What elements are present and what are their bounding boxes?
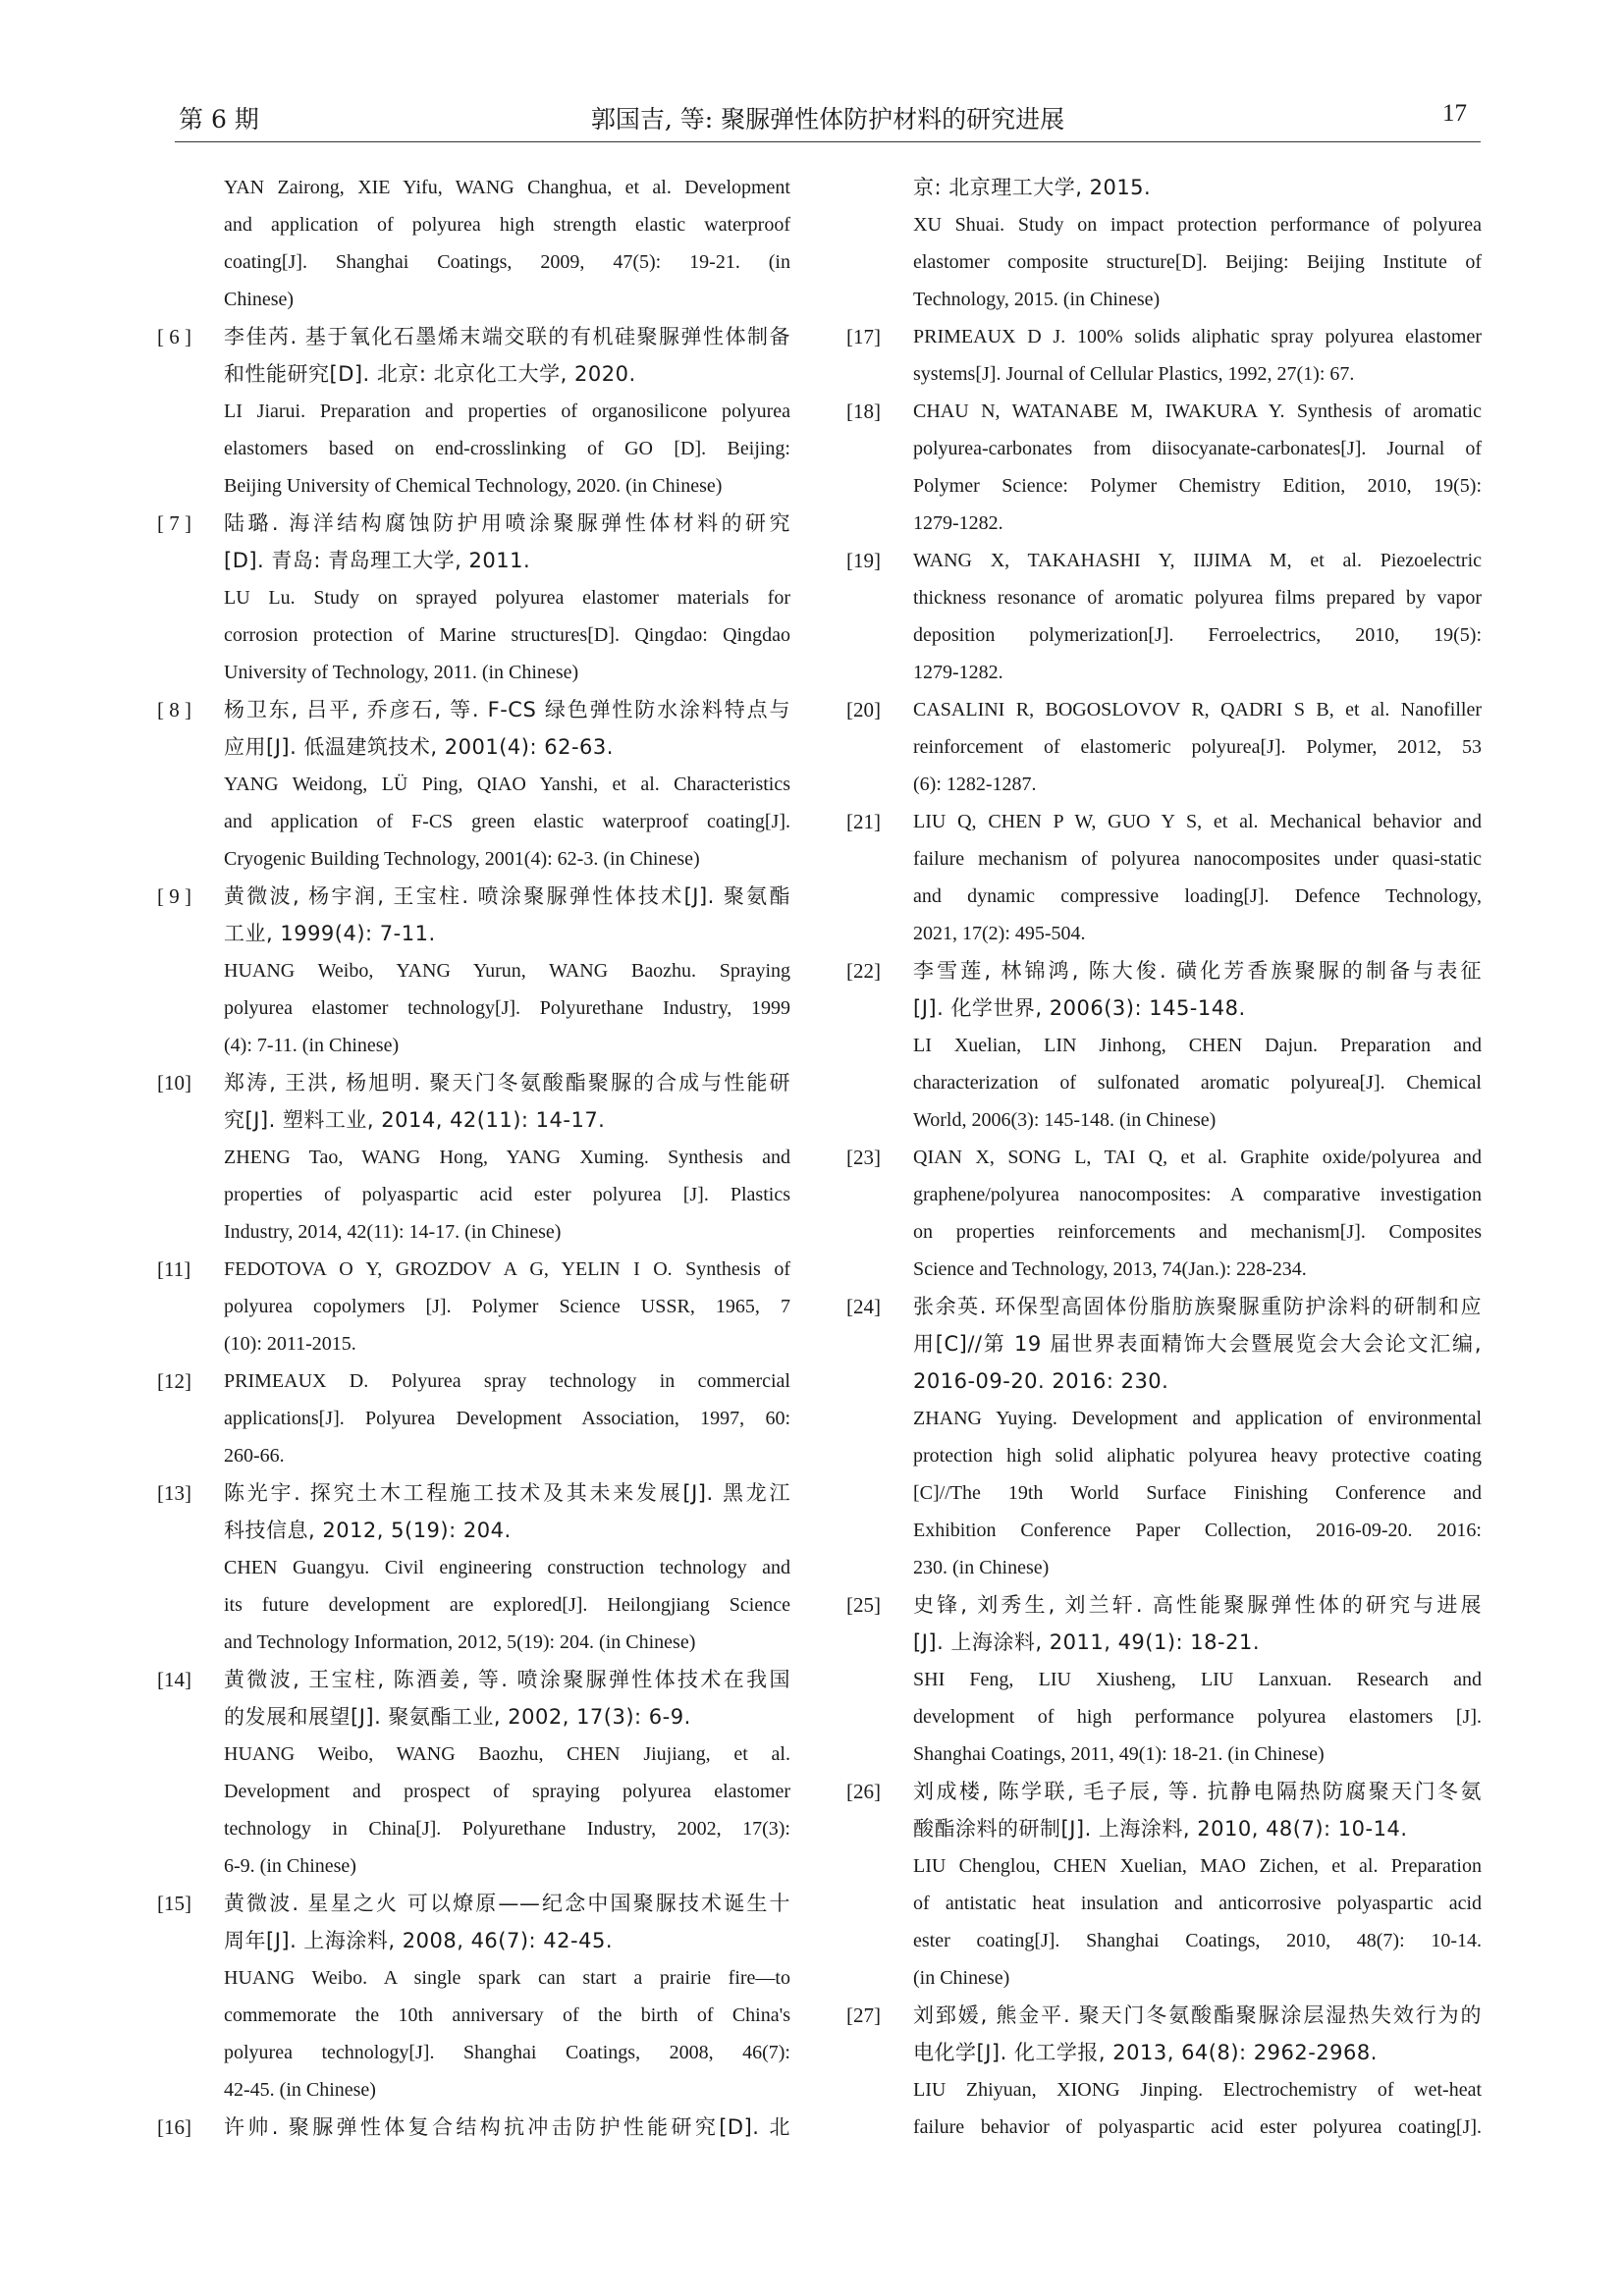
reference-line: 刘郅媛, 熊金平. 聚天门冬氨酸酯聚脲涂层湿热失效行为的: [913, 2003, 1482, 2027]
reference-number: [22]: [846, 959, 881, 983]
reference-number: [17]: [846, 325, 881, 348]
reference-number: [10]: [157, 1071, 191, 1095]
reference-number: [23]: [846, 1146, 881, 1169]
reference-number: [11]: [157, 1257, 191, 1281]
reference-entry: [846, 542, 1482, 691]
reference-entry: [846, 1773, 1482, 1997]
reference-line: YAN Zairong, XIE Yifu, WANG Changhua, et al. Development: [224, 177, 790, 198]
reference-number: [12]: [157, 1369, 191, 1393]
reference-line: 电化学[J]. 化工学报, 2013, 64(8): 2962-2968.: [913, 2041, 1378, 2064]
reference-line: FEDOTOVA O Y, GROZDOV A G, YELIN I O. Synthesis of: [224, 1258, 790, 1280]
reference-line: and Technology Information, 2012, 5(19): 204. (in Chinese): [224, 1631, 696, 1653]
reference-entry: [157, 1064, 790, 1251]
reference-line: (6): 1282-1287.: [913, 774, 1037, 795]
reference-line: World, 2006(3): 145-148. (in Chinese): [913, 1109, 1217, 1131]
reference-number: [20]: [846, 698, 881, 721]
reference-line: Science and Technology, 2013, 74(Jan.): 228-234.: [913, 1258, 1307, 1280]
reference-line: [J]. 上海涂料, 2011, 49(1): 18-21.: [913, 1630, 1260, 1654]
reference-line: LI Xuelian, LIN Jinhong, CHEN Dajun. Preparation and: [913, 1035, 1482, 1056]
reference-line: 用[C]//第 19 届世界表面精饰大会暨展览会大会论文汇编,: [913, 1332, 1482, 1356]
reference-line: Shanghai Coatings, 2011, 49(1): 18-21. (in Chinese): [913, 1743, 1325, 1765]
reference-line: 杨卫东, 吕平, 乔彦石, 等. F-CS 绿色弹性防水涂料特点与: [224, 698, 790, 721]
reference-line: PRIMEAUX D. Polyurea spray technology in commercial: [224, 1370, 790, 1392]
reference-line: polyurea copolymers [J]. Polymer Science USSR, 1965, 7: [224, 1296, 790, 1317]
reference-line: and application of polyurea high strength elastic waterproof: [224, 214, 790, 236]
reference-line: CHEN Guangyu. Civil engineering construction technology and: [224, 1557, 790, 1578]
reference-line: 黄微波, 王宝柱, 陈酒姜, 等. 喷涂聚脲弹性体技术在我国: [224, 1668, 790, 1691]
reference-entry: [157, 318, 790, 505]
reference-line: elastomers based on end-crosslinking of GO [D]. Beijing:: [224, 438, 790, 459]
page-number: 17: [1442, 100, 1467, 127]
reference-number: [13]: [157, 1481, 191, 1505]
reference-line: 许帅. 聚脲弹性体复合结构抗冲击防护性能研究[D]. 北: [224, 2115, 790, 2139]
reference-line: 260-66.: [224, 1445, 285, 1467]
reference-line: 酸酯涂料的研制[J]. 上海涂料, 2010, 48(7): 10-14.: [913, 1817, 1408, 1841]
reference-line: Cryogenic Building Technology, 2001(4): 62-3. (in Chinese): [224, 848, 700, 870]
reference-line: 李佳芮. 基于氧化石墨烯末端交联的有机硅聚脲弹性体制备: [224, 325, 790, 348]
reference-number: [27]: [846, 2003, 881, 2027]
reference-entry: [157, 2109, 790, 2146]
reference-line: CHAU N, WATANABE M, IWAKURA Y. Synthesis of aromatic: [913, 400, 1482, 422]
reference-line: 刘成楼, 陈学联, 毛子辰, 等. 抗静电隔热防腐聚天门冬氨: [913, 1780, 1482, 1803]
reference-entry: [846, 803, 1482, 952]
reference-line: failure behavior of polyaspartic acid ester polyurea coating[J].: [913, 2116, 1482, 2138]
reference-line: SHI Feng, LIU Xiusheng, LIU Lanxuan. Research and: [913, 1669, 1482, 1690]
reference-line: 230. (in Chinese): [913, 1557, 1050, 1578]
reference-line: 陆璐. 海洋结构腐蚀防护用喷涂聚脲弹性体材料的研究: [224, 511, 790, 535]
reference-line: commemorate the 10th anniversary of the birth of China's: [224, 2004, 790, 2026]
reference-line: Industry, 2014, 42(11): 14-17. (in Chinese): [224, 1221, 562, 1243]
reference-entry: [157, 1251, 790, 1362]
reference-line: and dynamic compressive loading[J]. Defence Technology,: [913, 885, 1482, 907]
reference-line: LIU Q, CHEN P W, GUO Y S, et al. Mechanical behavior and: [913, 811, 1482, 832]
reference-line: systems[J]. Journal of Cellular Plastics, 1992, 27(1): 67.: [913, 363, 1355, 385]
reference-line: deposition polymerization[J]. Ferroelectrics, 2010, 19(5):: [913, 624, 1482, 646]
reference-line: Polymer Science: Polymer Chemistry Edition, 2010, 19(5):: [913, 475, 1482, 497]
reference-line: reinforcement of elastomeric polyurea[J]. Polymer, 2012, 53: [913, 736, 1482, 758]
reference-line: 郑涛, 王洪, 杨旭明. 聚天门冬氨酸酯聚脲的合成与性能研: [224, 1071, 790, 1095]
reference-line: 史锋, 刘秀生, 刘兰轩. 高性能聚脲弹性体的研究与进展: [913, 1593, 1482, 1617]
reference-entry: [157, 1661, 790, 1885]
reference-line: (in Chinese): [913, 1967, 1010, 1989]
article-title: 郭国吉, 等: 聚脲弹性体防护材料的研究进展: [590, 105, 1065, 133]
issue-number: 第 6 期: [179, 105, 259, 133]
reference-line: characterization of sulfonated aromatic polyurea[J]. Chemical: [913, 1072, 1482, 1094]
reference-number: [25]: [846, 1593, 881, 1617]
reference-entry: [846, 1997, 1482, 2146]
reference-number: [ 8 ]: [157, 698, 191, 721]
reference-line: 李雪莲, 林锦鸿, 陈大俊. 磺化芳香族聚脲的制备与表征: [913, 959, 1482, 983]
reference-entry: [157, 1885, 790, 2109]
reference-line: 1279-1282.: [913, 512, 1003, 534]
reference-number: [18]: [846, 400, 881, 423]
reference-entry: [157, 505, 790, 691]
reference-entry: [846, 1139, 1482, 1288]
reference-line: 的发展和展望[J]. 聚氨酯工业, 2002, 17(3): 6-9.: [224, 1705, 691, 1729]
right-column-references: [846, 169, 1482, 2146]
reference-number: [26]: [846, 1780, 881, 1803]
reference-entry: [157, 1474, 790, 1661]
reference-entry: [157, 169, 790, 318]
reference-line: applications[J]. Polyurea Development Association, 1997, 60:: [224, 1408, 790, 1429]
reference-line: 和性能研究[D]. 北京: 北京化工大学, 2020.: [224, 362, 636, 386]
reference-entry: [157, 691, 790, 878]
reference-line: 2016-09-20. 2016: 230.: [913, 1369, 1169, 1393]
reference-entry: [846, 1586, 1482, 1773]
reference-line: LU Lu. Study on sprayed polyurea elastomer materials for: [224, 587, 790, 609]
reference-line: Development and prospect of spraying polyurea elastomer: [224, 1781, 790, 1802]
reference-line: on properties reinforcements and mechanism[J]. Composites: [913, 1221, 1482, 1243]
reference-line: LI Jiarui. Preparation and properties of organosilicone polyurea: [224, 400, 790, 422]
reference-number: [15]: [157, 1892, 191, 1915]
reference-line: Exhibition Conference Paper Collection, 2016-09-20. 2016:: [913, 1520, 1482, 1541]
reference-line: coating[J]. Shanghai Coatings, 2009, 47(5): 19-21. (in: [224, 251, 790, 273]
reference-line: PRIMEAUX D J. 100% solids aliphatic spray polyurea elastomer: [913, 326, 1482, 347]
reference-number: [16]: [157, 2115, 191, 2139]
reference-line: Chinese): [224, 289, 295, 310]
reference-line: its future development are explored[J]. Heilongjiang Science: [224, 1594, 790, 1616]
reference-line: 张余英. 环保型高固体份脂肪族聚脲重防护涂料的研制和应: [913, 1295, 1482, 1318]
reference-line: 1279-1282.: [913, 662, 1003, 683]
reference-line: polyurea-carbonates from diisocyanate-carbonates[J]. Journal of: [913, 438, 1482, 459]
reference-line: 京: 北京理工大学, 2015.: [913, 176, 1152, 199]
reference-line: LIU Zhiyuan, XIONG Jinping. Electrochemistry of wet-heat: [913, 2079, 1482, 2101]
reference-line: polyurea technology[J]. Shanghai Coatings, 2008, 46(7):: [224, 2042, 790, 2063]
reference-entry: [846, 169, 1482, 318]
reference-line: WANG X, TAKAHASHI Y, IIJIMA M, et al. Piezoelectric: [913, 550, 1482, 571]
reference-line: CASALINI R, BOGOSLOVOV R, QADRI S B, et al. Nanofiller: [913, 699, 1482, 721]
reference-entry: [846, 952, 1482, 1139]
reference-line: HUANG Weibo, YANG Yurun, WANG Baozhu. Spraying: [224, 960, 790, 982]
reference-line: HUANG Weibo. A single spark can start a prairie fire—to: [224, 1967, 790, 1989]
reference-line: (10): 2011-2015.: [224, 1333, 356, 1355]
reference-line: failure mechanism of polyurea nanocomposites under quasi-static: [913, 848, 1482, 870]
reference-entry: [846, 691, 1482, 803]
reference-line: HUANG Weibo, WANG Baozhu, CHEN Jiujiang, et al.: [224, 1743, 790, 1765]
reference-entry: [157, 1362, 790, 1474]
reference-line: 工业, 1999(4): 7-11.: [224, 922, 436, 945]
reference-entry: [846, 1288, 1482, 1586]
reference-line: ZHENG Tao, WANG Hong, YANG Xuming. Synthesis and: [224, 1147, 790, 1168]
reference-line: Technology, 2015. (in Chinese): [913, 289, 1161, 310]
reference-line: 陈光宇. 探究土木工程施工技术及其未来发展[J]. 黑龙江: [224, 1481, 790, 1505]
reference-line: development of high performance polyurea elastomers [J].: [913, 1706, 1482, 1728]
reference-line: ZHANG Yuying. Development and application of environmental: [913, 1408, 1482, 1429]
reference-line: 黄微波. 星星之火 可以燎原——纪念中国聚脲技术诞生十: [224, 1892, 790, 1915]
reference-line: QIAN X, SONG L, TAI Q, et al. Graphite oxide/polyurea and: [913, 1147, 1482, 1168]
reference-number: [24]: [846, 1295, 881, 1318]
reference-line: 应用[J]. 低温建筑技术, 2001(4): 62-63.: [224, 735, 614, 759]
reference-entry: [846, 318, 1482, 393]
reference-line: elastomer composite structure[D]. Beijing: Beijing Institute of: [913, 251, 1482, 273]
reference-entry: [157, 878, 790, 1064]
reference-line: and application of F-CS green elastic waterproof coating[J].: [224, 811, 790, 832]
reference-number: [19]: [846, 549, 881, 572]
reference-line: technology in China[J]. Polyurethane Industry, 2002, 17(3):: [224, 1818, 790, 1840]
reference-line: polyurea elastomer technology[J]. Polyurethane Industry, 1999: [224, 997, 790, 1019]
reference-line: (4): 7-11. (in Chinese): [224, 1035, 400, 1056]
reference-line: 6-9. (in Chinese): [224, 1855, 356, 1877]
reference-line: [C]//The 19th World Surface Finishing Conference and: [913, 1482, 1482, 1504]
reference-line: YANG Weidong, LÜ Ping, QIAO Yanshi, et al. Characteristics: [224, 774, 790, 795]
reference-entry: [846, 393, 1482, 542]
reference-line: 黄微波, 杨宇润, 王宝柱. 喷涂聚脲弹性体技术[J]. 聚氨酯: [224, 884, 790, 908]
reference-line: 科技信息, 2012, 5(19): 204.: [224, 1519, 512, 1542]
reference-line: of antistatic heat insulation and anticorrosive polyaspartic acid: [913, 1893, 1482, 1914]
reference-line: [J]. 化学世界, 2006(3): 145-148.: [913, 996, 1246, 1020]
reference-number: [ 9 ]: [157, 884, 191, 908]
reference-number: [ 7 ]: [157, 511, 191, 535]
reference-line: 2021, 17(2): 495-504.: [913, 923, 1086, 944]
reference-number: [14]: [157, 1668, 191, 1691]
reference-line: LIU Chenglou, CHEN Xuelian, MAO Zichen, et al. Preparation: [913, 1855, 1482, 1877]
reference-line: [D]. 青岛: 青岛理工大学, 2011.: [224, 549, 531, 572]
left-column-references: [157, 169, 790, 2146]
reference-line: Beijing University of Chemical Technology, 2020. (in Chinese): [224, 475, 723, 497]
reference-line: University of Technology, 2011. (in Chinese): [224, 662, 579, 683]
reference-line: ester coating[J]. Shanghai Coatings, 2010, 48(7): 10-14.: [913, 1930, 1482, 1951]
reference-line: XU Shuai. Study on impact protection performance of polyurea: [913, 214, 1482, 236]
reference-line: 究[J]. 塑料工业, 2014, 42(11): 14-17.: [224, 1108, 606, 1132]
reference-line: 42-45. (in Chinese): [224, 2079, 376, 2101]
reference-line: properties of polyaspartic acid ester polyurea [J]. Plastics: [224, 1184, 790, 1205]
running-header: [175, 96, 1481, 142]
reference-line: graphene/polyurea nanocomposites: A comparative investigation: [913, 1184, 1482, 1205]
reference-number: [21]: [846, 810, 881, 833]
reference-line: corrosion protection of Marine structures[D]. Qingdao: Qingdao: [224, 624, 790, 646]
reference-line: 周年[J]. 上海涂料, 2008, 46(7): 42-45.: [224, 1929, 613, 1952]
reference-number: [ 6 ]: [157, 325, 191, 348]
reference-line: protection high solid aliphatic polyurea heavy protective coating: [913, 1445, 1482, 1467]
reference-line: thickness resonance of aromatic polyurea films prepared by vapor: [913, 587, 1482, 609]
